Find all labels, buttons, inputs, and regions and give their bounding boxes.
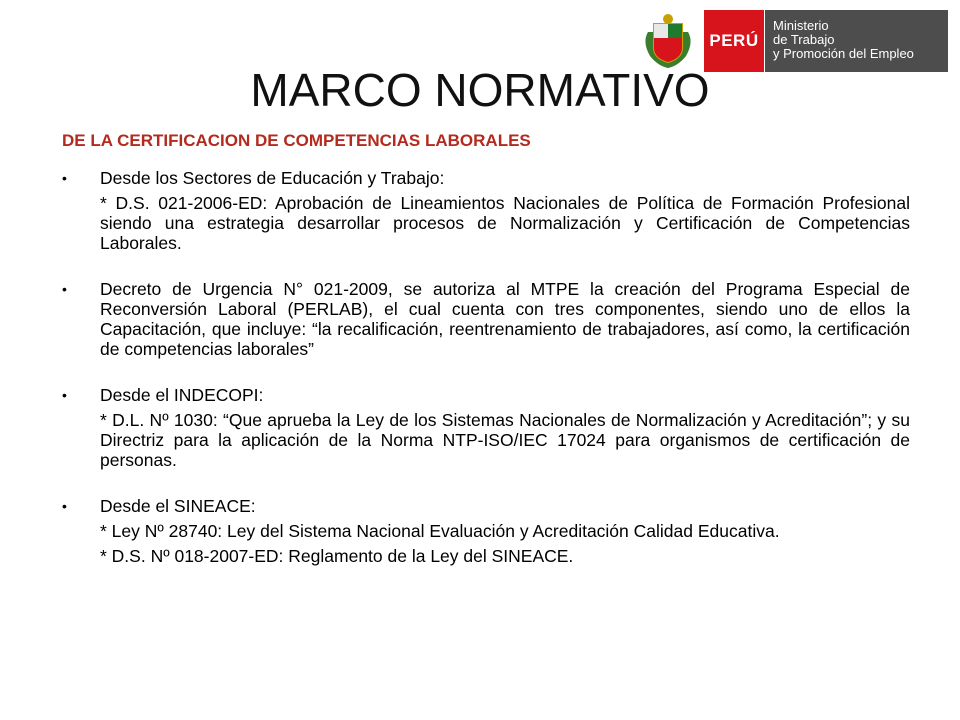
bullet-icon: •	[62, 387, 67, 403]
ministry-label: Ministerio de Trabajo y Promoción del Empleo	[764, 10, 948, 72]
content-body	[62, 168, 910, 566]
section-item: * D.S. 021-2006-ED: Aprobación de Lineamientos Nacionales de Política de Formación Profesional siendo una estrategia desarrollar procesos de Normalización y Certificación de Competencias Laborales.	[100, 193, 910, 253]
section-item: * Ley Nº 28740: Ley del Sistema Nacional Evaluación y Acreditación Calidad Educativa.	[100, 521, 780, 541]
bullet-icon: •	[62, 498, 67, 514]
section-education-work	[62, 168, 910, 188]
section-item: * D.S. Nº 018-2007-ED: Reglamento de la Ley del SINEACE.	[100, 546, 574, 566]
peru-label: PERÚ	[704, 10, 764, 72]
section-indecopi	[62, 385, 910, 405]
bullet-icon: •	[62, 170, 67, 186]
page-title: MARCO NORMATIVO	[250, 64, 710, 116]
section-heading: Desde los Sectores de Educación y Trabajo:	[100, 168, 445, 188]
section-decree	[62, 279, 910, 359]
section-heading: Desde el INDECOPI:	[100, 385, 264, 405]
page-subtitle: DE LA CERTIFICACION DE COMPETENCIAS LABORALES	[62, 131, 531, 150]
section-sineace	[62, 496, 910, 516]
section-heading: Desde el SINEACE:	[100, 496, 256, 516]
bullet-icon: •	[62, 281, 67, 297]
section-heading: Decreto de Urgencia N° 021-2009, se autoriza al MTPE la creación del Programa Especial de Reconversión Laboral (PERLAB), el cual cuenta con tres componentes, siendo uno de ellos la Capacitación, que incluye: “la recalificación, reentrenamiento de trabajadores, así como, la certificación de competencias laborales”	[100, 279, 910, 359]
section-item: * D.L. Nº 1030: “Que aprueba la Ley de los Sistemas Nacionales de Normalización y Acreditación”; y su Directriz para la aplicación de la Norma NTP-ISO/IEC 17024 para organismos de certificación de personas.	[100, 410, 910, 470]
